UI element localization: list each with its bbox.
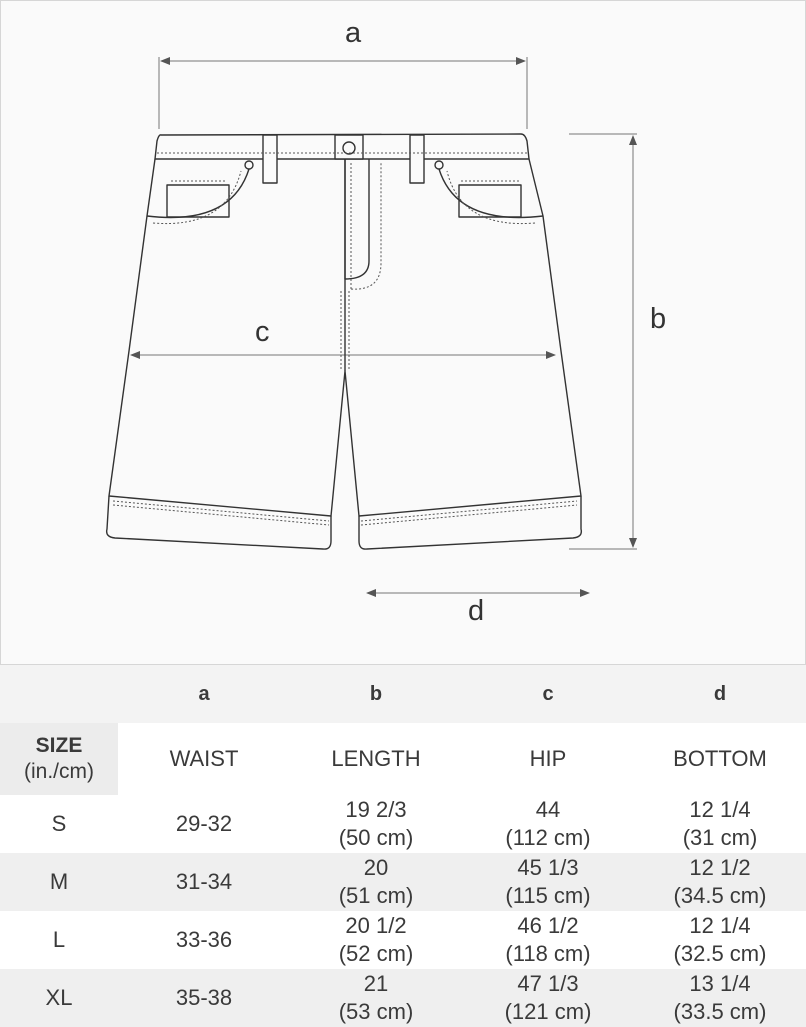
column-waist: WAIST	[118, 723, 290, 795]
waist-value: 29-32	[118, 795, 290, 853]
size-chart-table	[0, 665, 806, 1027]
dimension-d-label: d	[468, 595, 485, 627]
table-header-letters	[0, 665, 806, 723]
hip-value	[462, 795, 634, 853]
size-value: L	[0, 911, 118, 969]
header-letter-a: a	[118, 665, 290, 723]
bottom-inches: 12 1/4	[689, 797, 751, 822]
hip-inches: 46 1/2	[517, 913, 579, 938]
shorts-drawing	[1, 1, 806, 666]
length-inches: 19 2/3	[345, 797, 407, 822]
bottom-cm: (31 cm)	[682, 825, 758, 850]
dimension-a-label: a	[345, 17, 362, 49]
size-value: XL	[0, 969, 118, 1027]
bottom-cm: (32.5 cm)	[673, 941, 767, 966]
length-inches: 21	[363, 971, 389, 996]
dimension-a	[159, 57, 527, 129]
bottom-cm: (34.5 cm)	[673, 883, 767, 908]
bottom-inches: 12 1/4	[689, 913, 751, 938]
hip-cm: (112 cm)	[505, 825, 591, 850]
bottom-value	[634, 911, 806, 969]
length-cm: (50 cm)	[338, 825, 414, 850]
size-value: S	[0, 795, 118, 853]
shorts-outline	[107, 134, 582, 549]
dimension-c-label: c	[255, 316, 270, 348]
column-bottom: BOTTOM	[634, 723, 806, 795]
hip-inches: 45 1/3	[517, 855, 579, 880]
hip-cm: (115 cm)	[505, 883, 591, 908]
bottom-inches: 12 1/2	[689, 855, 751, 880]
table-row	[0, 795, 806, 853]
hip-value	[462, 969, 634, 1027]
bottom-value	[634, 795, 806, 853]
table-row	[0, 911, 806, 969]
table-row	[0, 969, 806, 1027]
hip-value	[462, 853, 634, 911]
header-letter-c: c	[462, 665, 634, 723]
waist-value: 35-38	[118, 969, 290, 1027]
length-cm: (51 cm)	[338, 883, 414, 908]
bottom-cm: (33.5 cm)	[673, 999, 767, 1024]
length-inches: 20	[363, 855, 389, 880]
hip-cm: (121 cm)	[504, 999, 592, 1024]
length-value	[290, 795, 462, 853]
bottom-value	[634, 969, 806, 1027]
length-value	[290, 969, 462, 1027]
waist-value: 33-36	[118, 911, 290, 969]
hip-inches: 47 1/3	[517, 971, 579, 996]
length-value	[290, 853, 462, 911]
length-value	[290, 911, 462, 969]
length-cm: (53 cm)	[338, 999, 414, 1024]
column-length: LENGTH	[290, 723, 462, 795]
bottom-inches: 13 1/4	[689, 971, 751, 996]
header-letter-d: d	[634, 665, 806, 723]
size-unit: (in./cm)	[24, 760, 94, 783]
size-header	[0, 723, 118, 795]
length-inches: 20 1/2	[345, 913, 407, 938]
bottom-value	[634, 853, 806, 911]
hip-inches: 44	[535, 797, 561, 822]
header-letter-b: b	[290, 665, 462, 723]
table-row	[0, 853, 806, 911]
size-title: SIZE	[35, 734, 83, 757]
length-cm: (52 cm)	[338, 941, 414, 966]
dimension-b-label: b	[650, 303, 667, 335]
column-hip: HIP	[462, 723, 634, 795]
waist-value: 31-34	[118, 853, 290, 911]
header-letter-cell	[0, 665, 118, 723]
hip-cm: (118 cm)	[505, 941, 591, 966]
table-header-names	[0, 723, 806, 795]
size-value: M	[0, 853, 118, 911]
hip-value	[462, 911, 634, 969]
